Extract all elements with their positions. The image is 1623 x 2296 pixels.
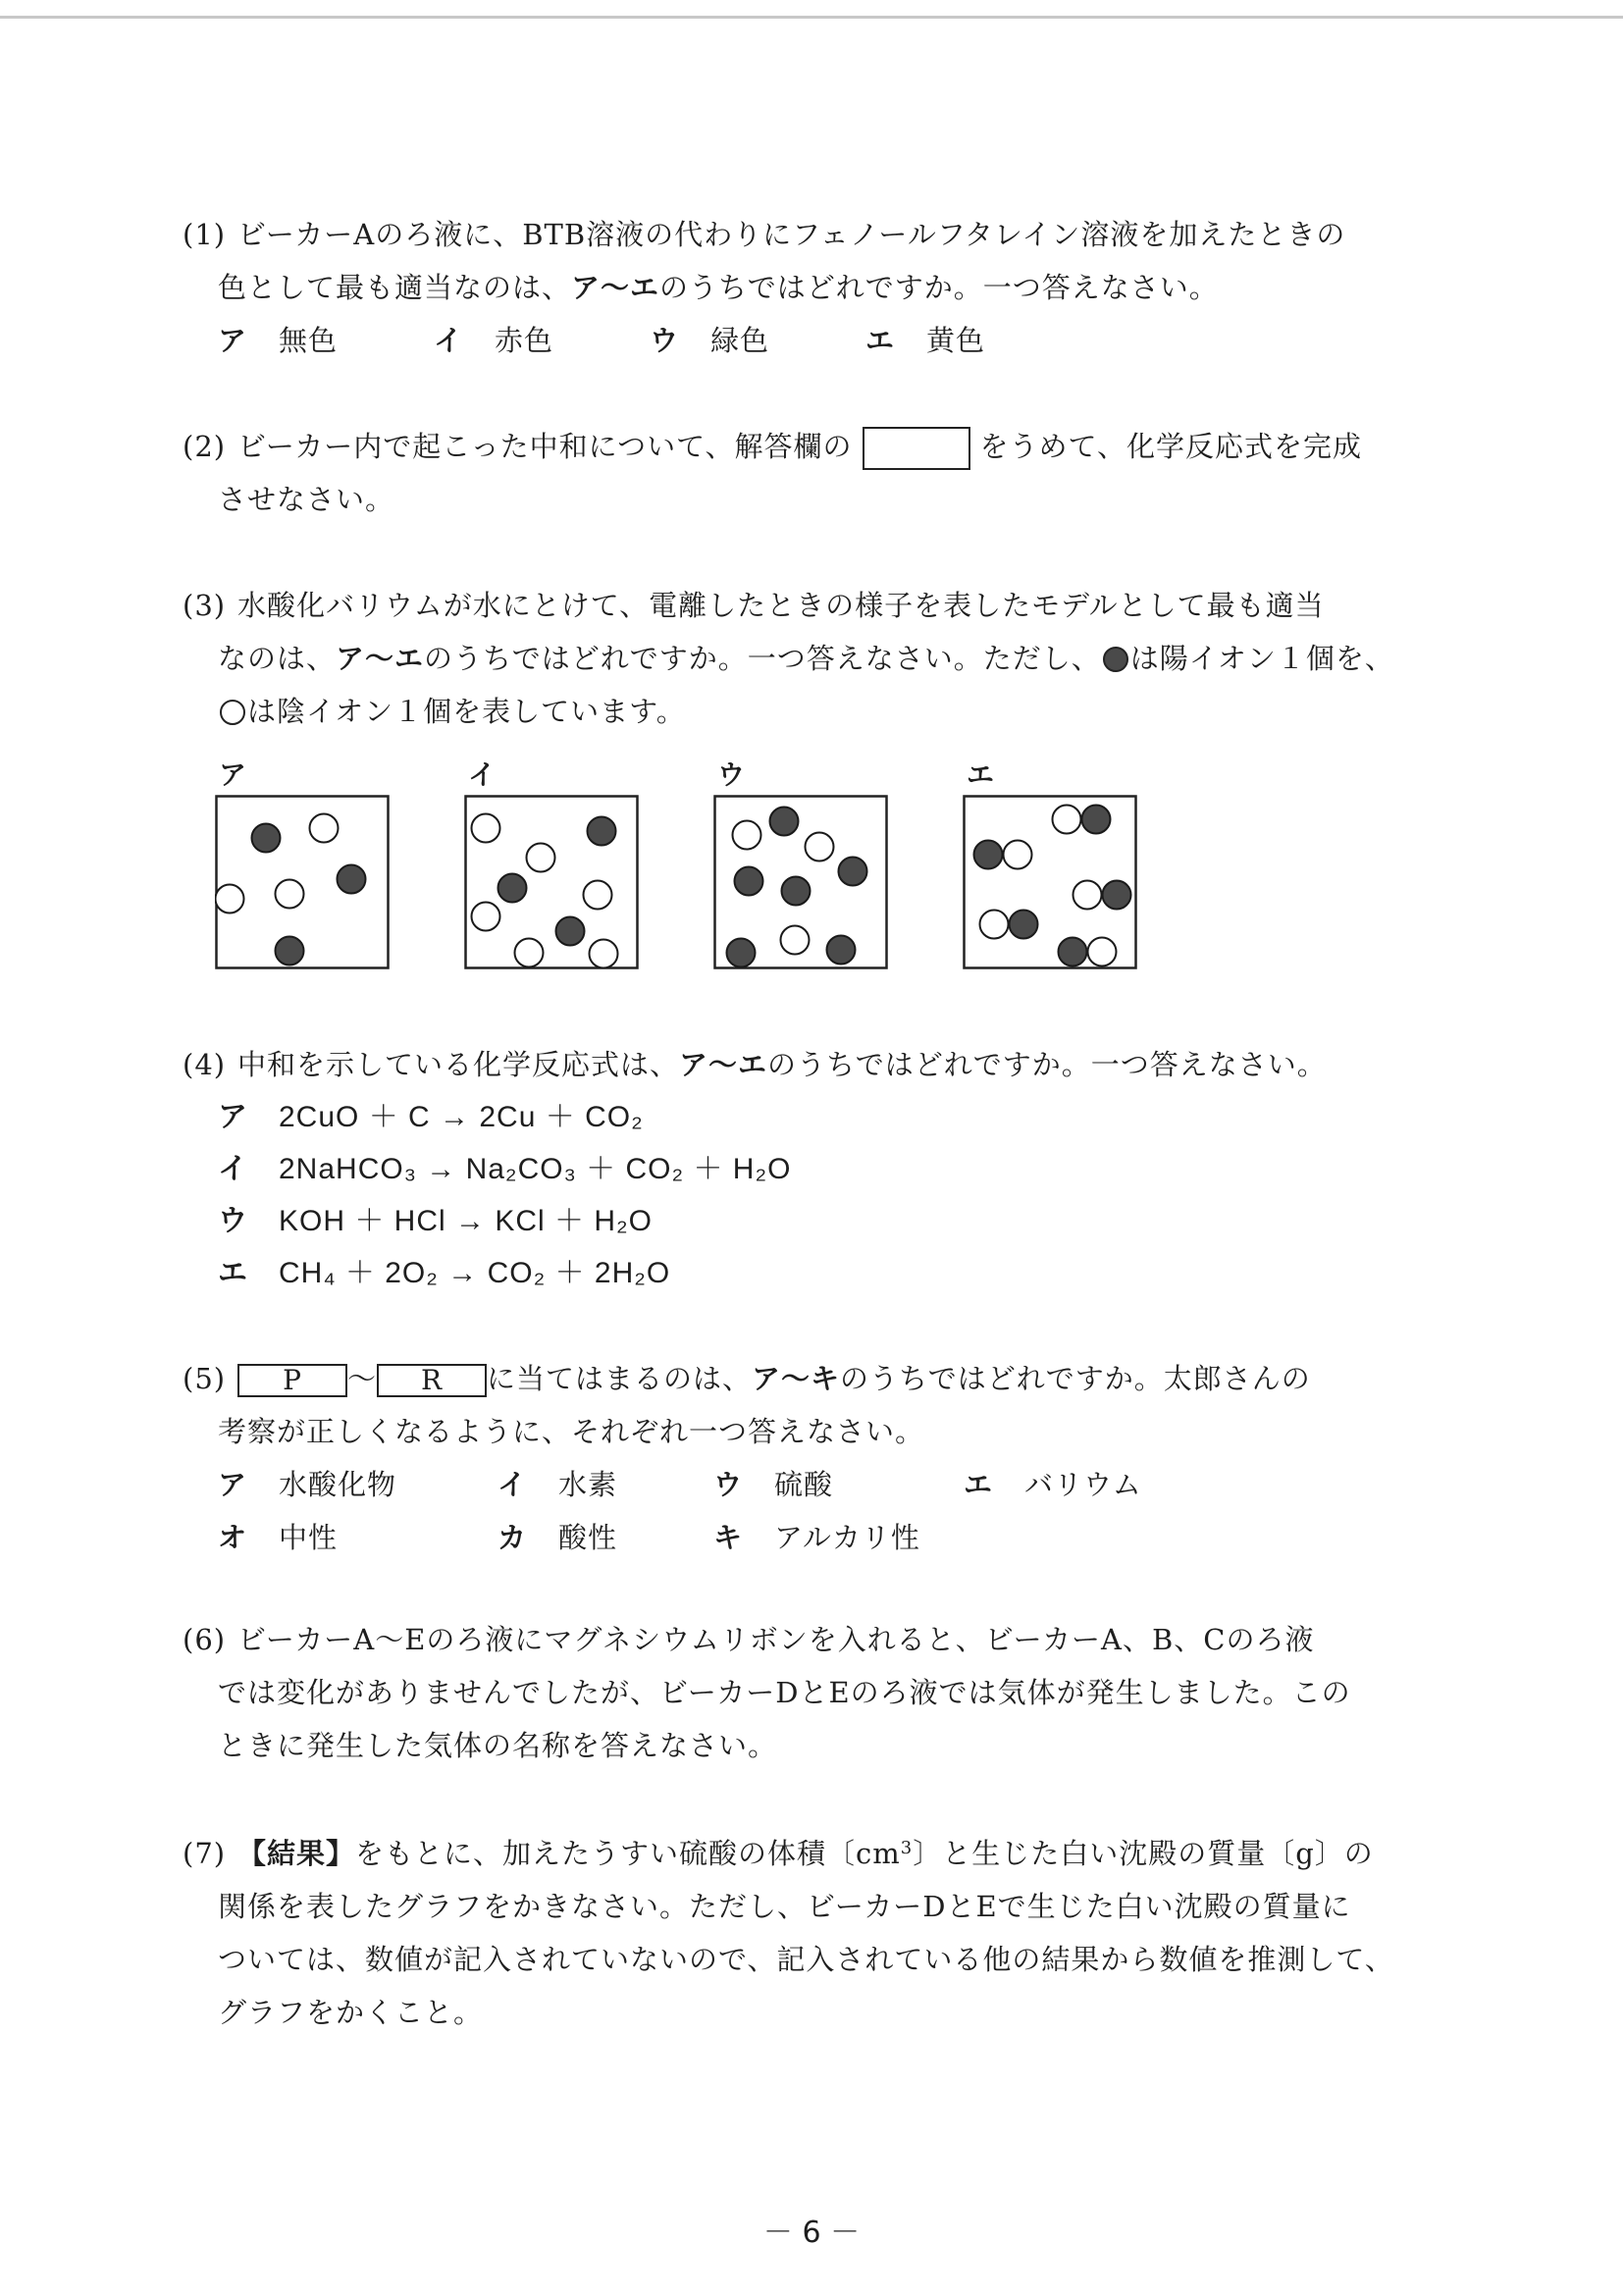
equation-e xyxy=(183,1247,1458,1299)
model-box xyxy=(464,795,639,969)
question-text: 水酸化バリウムが水にとけて、電離したときの様子を表したモデルとして最も適当 xyxy=(237,589,1325,622)
question-number: (5) xyxy=(183,1362,227,1395)
model-e xyxy=(963,756,1139,969)
cation-circle xyxy=(588,817,616,846)
top-rule xyxy=(0,16,1623,19)
cation-legend-icon xyxy=(1103,647,1128,672)
cation-circle xyxy=(827,936,856,965)
choice-text: 水素 xyxy=(558,1468,618,1501)
choice-key: イ xyxy=(218,1152,248,1186)
choice-text: アルカリ性 xyxy=(774,1521,920,1554)
model-i xyxy=(464,756,641,969)
question-text: ついては、数値が記入されていないので、記入されている他の結果から数値を推測して、 xyxy=(218,1943,1394,1976)
choice-key: オ xyxy=(218,1521,248,1554)
equation-text: 2NaHCO₃ → Na₂CO₃ ＋ CO₂ ＋ H₂O xyxy=(279,1153,792,1185)
cation-circle xyxy=(1082,806,1111,834)
choice-key: ア xyxy=(218,1468,248,1501)
choice-range: ア～エ xyxy=(336,642,425,675)
cation-circle xyxy=(276,937,304,965)
answer-blank-box xyxy=(863,427,970,470)
anion-circle xyxy=(806,833,834,861)
cation-circle xyxy=(1010,911,1038,939)
cation-circle xyxy=(974,841,1003,869)
choice-text: バリウム xyxy=(1024,1468,1142,1501)
anion-circle xyxy=(1053,806,1081,834)
choice-a xyxy=(218,1458,497,1511)
choice-range: ア～エ xyxy=(679,1048,768,1081)
model-label: イ xyxy=(468,758,497,791)
choice-key: エ xyxy=(865,324,896,357)
cation-circle xyxy=(839,858,867,886)
question-number: (1) xyxy=(183,218,227,251)
cation-circle xyxy=(338,865,366,894)
equation-a xyxy=(183,1091,1458,1143)
cation-circle xyxy=(782,877,811,906)
model-box xyxy=(713,795,888,969)
choice-text: 水酸化物 xyxy=(279,1468,397,1501)
question-text: をもとに、加えたうすい硫酸の体積〔cm xyxy=(355,1837,901,1870)
page-number: － 6 － xyxy=(762,2216,861,2250)
anion-circle xyxy=(781,926,810,955)
choice-key: エ xyxy=(964,1468,994,1501)
question-number: (2) xyxy=(183,430,227,463)
choice-list-row-1 xyxy=(183,1458,1458,1511)
question-text: ビーカーA～Eのろ液にマグネシウムリボンを入れると、ビーカーA、B、Cのろ液 xyxy=(237,1623,1315,1656)
choice-u xyxy=(713,1458,964,1511)
anion-circle xyxy=(472,903,500,931)
question-text: 関係を表したグラフをかきなさい。ただし、ビーカーDとEで生じた白い沈殿の質量に xyxy=(218,1890,1351,1923)
question-text: ときに発生した気体の名称を答えなさい。 xyxy=(218,1729,778,1762)
model-box xyxy=(215,795,390,969)
question-text: に当てはまるのは、 xyxy=(487,1362,753,1395)
blank-box-p: P xyxy=(237,1364,347,1397)
anion-circle xyxy=(216,885,244,913)
question-text: 色として最も適当なのは、 xyxy=(218,271,572,304)
cation-circle xyxy=(1059,938,1087,966)
cation-circle xyxy=(1103,881,1131,910)
model-box xyxy=(963,795,1137,969)
anion-circle xyxy=(1004,841,1032,869)
choice-o xyxy=(218,1511,497,1564)
choice-key: イ xyxy=(497,1468,528,1501)
choice-e xyxy=(964,1458,1142,1511)
question-number: (3) xyxy=(183,589,227,622)
question-text: のうちではどれですか。一つ答えなさい。 xyxy=(659,271,1219,304)
question-text: 〕と生じた白い沈殿の質量〔g〕の xyxy=(913,1837,1374,1870)
blank-box-r: R xyxy=(377,1364,487,1397)
anion-circle xyxy=(733,821,761,850)
question-6 xyxy=(183,1613,1458,1772)
choice-text: 酸性 xyxy=(558,1521,618,1554)
question-7 xyxy=(183,1827,1458,2039)
choice-text: 赤色 xyxy=(495,324,554,357)
choice-ka xyxy=(497,1511,713,1564)
question-number: (4) xyxy=(183,1048,227,1081)
question-number: (6) xyxy=(183,1623,227,1656)
choice-text: 黄色 xyxy=(926,324,986,357)
choice-key: ウ xyxy=(713,1468,744,1501)
choice-key: イ xyxy=(434,324,464,357)
question-text: させなさい。 xyxy=(218,483,395,516)
anion-circle xyxy=(515,939,544,967)
anion-circle xyxy=(310,814,339,843)
anion-circle xyxy=(590,940,618,968)
equation-text: 2CuO ＋ C → 2Cu ＋ CO₂ xyxy=(279,1101,644,1133)
choice-list-row-2 xyxy=(183,1511,1458,1564)
choice-list xyxy=(183,314,1458,367)
question-text: グラフをかくこと。 xyxy=(218,1996,484,2029)
choice-key: ア xyxy=(218,324,248,357)
question-text: のうちではどれですか。一つ答えなさい。 xyxy=(767,1048,1327,1081)
choice-u xyxy=(650,314,865,367)
tilde: ～ xyxy=(347,1362,378,1395)
choice-a xyxy=(218,314,434,367)
anion-circle xyxy=(584,881,612,910)
question-text: なのは、 xyxy=(218,642,337,675)
equation-text: CH₄ ＋ 2O₂ → CO₂ ＋ 2H₂O xyxy=(279,1257,671,1289)
question-text: ビーカー内で起こった中和について、解答欄の xyxy=(237,430,853,463)
anion-circle xyxy=(980,911,1009,939)
cation-circle xyxy=(770,808,799,836)
question-text: では変化がありませんでしたが、ビーカーDとEのろ液では気体が発生しました。この xyxy=(218,1676,1351,1709)
cation-circle xyxy=(498,874,527,903)
equation-text: KOH ＋ HCl → KCl ＋ H₂O xyxy=(279,1205,653,1237)
choice-key: カ xyxy=(497,1521,528,1554)
equation-i xyxy=(183,1143,1458,1195)
question-text: ビーカーAのろ液に、BTB溶液の代わりにフェノールフタレイン溶液を加えたときの xyxy=(237,218,1346,251)
choice-key: ウ xyxy=(650,324,680,357)
anion-circle xyxy=(472,814,500,843)
choice-key: エ xyxy=(218,1256,248,1290)
choice-text: 緑色 xyxy=(710,324,770,357)
choice-text: 中性 xyxy=(279,1521,339,1554)
question-4 xyxy=(183,1038,1458,1299)
question-text: のうちではどれですか。太郎さんの xyxy=(840,1362,1311,1395)
anion-circle xyxy=(527,844,555,872)
anion-circle xyxy=(1073,881,1102,910)
choice-key: ア xyxy=(218,1100,248,1134)
question-text: は陽イオン１個を、 xyxy=(1129,642,1394,675)
question-number: (7) xyxy=(183,1837,227,1870)
question-2 xyxy=(183,420,1458,526)
results-reference: 【結果】 xyxy=(237,1837,356,1870)
choice-i xyxy=(434,314,650,367)
choice-range: ア～キ xyxy=(752,1362,841,1395)
question-text: をうめて、化学反応式を完成 xyxy=(979,430,1362,463)
cation-circle xyxy=(252,824,281,853)
choice-i xyxy=(497,1458,713,1511)
choice-text: 硫酸 xyxy=(774,1468,834,1501)
choice-key: キ xyxy=(713,1521,744,1554)
choice-range: ア～エ xyxy=(571,271,660,304)
ion-model-figures xyxy=(215,756,1294,981)
choice-key: ウ xyxy=(218,1204,248,1238)
model-label: ア xyxy=(219,758,247,791)
model-u xyxy=(713,756,890,969)
cation-circle xyxy=(727,939,756,967)
choice-ki xyxy=(713,1511,920,1564)
anion-circle xyxy=(276,880,304,909)
superscript: 3 xyxy=(900,1838,914,1858)
cation-circle xyxy=(735,867,763,896)
anion-legend-icon xyxy=(220,700,245,725)
question-1 xyxy=(183,208,1458,367)
question-5 xyxy=(183,1352,1458,1564)
choice-text: 無色 xyxy=(279,324,339,357)
model-label: エ xyxy=(967,758,995,791)
equation-u xyxy=(183,1195,1458,1247)
model-label: ウ xyxy=(717,758,746,791)
question-text: 考察が正しくなるように、それぞれ一つ答えなさい。 xyxy=(218,1415,925,1448)
question-text: のうちではどれですか。一つ答えなさい。ただし、 xyxy=(424,642,1101,675)
anion-circle xyxy=(1088,938,1117,966)
question-3 xyxy=(183,579,1458,738)
model-a xyxy=(215,756,392,969)
choice-e xyxy=(865,314,985,367)
question-text: 中和を示している化学反応式は、 xyxy=(237,1048,680,1081)
cation-circle xyxy=(556,917,585,946)
question-text: は陰イオン１個を表しています。 xyxy=(247,695,686,728)
